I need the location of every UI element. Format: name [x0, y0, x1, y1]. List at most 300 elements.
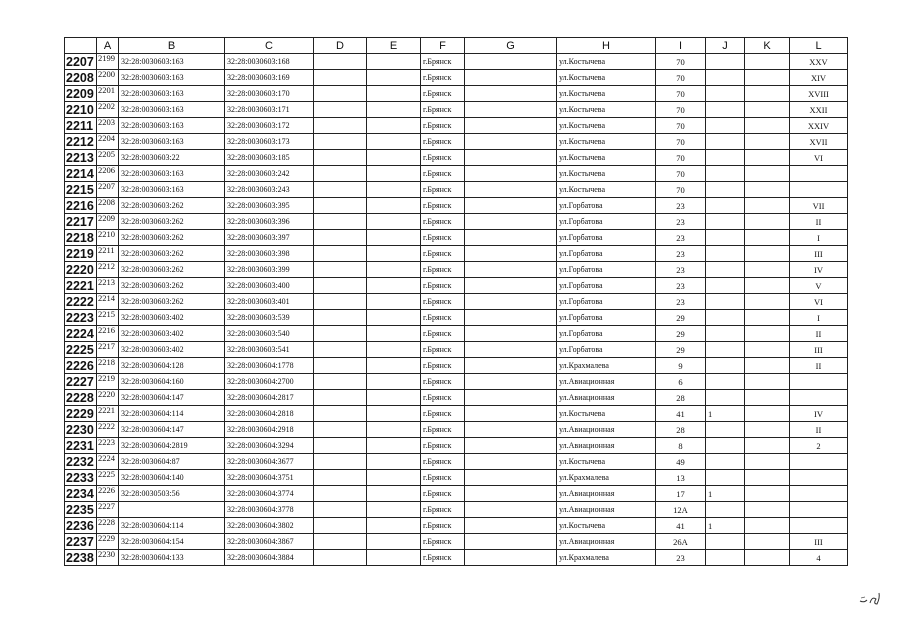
cell-i[interactable]: 12А	[656, 502, 706, 518]
cell-l[interactable]: 4	[790, 550, 848, 566]
row-number[interactable]: 2230	[65, 422, 97, 438]
cell-b[interactable]: 32:28:0030603:402	[119, 326, 225, 342]
cell-b[interactable]: 32:28:0030604:87	[119, 454, 225, 470]
cell-e[interactable]	[367, 182, 421, 198]
cell-a[interactable]: 2211	[97, 246, 119, 262]
cell-l[interactable]: XXV	[790, 54, 848, 70]
cell-c[interactable]: 32:28:0030604:3774	[225, 486, 314, 502]
cell-b[interactable]: 32:28:0030603:262	[119, 278, 225, 294]
cell-h[interactable]: ул.Авиационная	[557, 534, 656, 550]
cell-j[interactable]	[706, 550, 745, 566]
cell-a[interactable]: 2225	[97, 470, 119, 486]
cell-i[interactable]: 28	[656, 422, 706, 438]
cell-h[interactable]: ул.Горбатова	[557, 198, 656, 214]
cell-f[interactable]: г.Брянск	[421, 454, 465, 470]
cell-h[interactable]: ул.Костычева	[557, 518, 656, 534]
cell-j[interactable]	[706, 166, 745, 182]
cell-k[interactable]	[745, 470, 790, 486]
cell-g[interactable]	[465, 54, 557, 70]
cell-k[interactable]	[745, 518, 790, 534]
cell-j[interactable]	[706, 342, 745, 358]
cell-c[interactable]: 32:28:0030604:2818	[225, 406, 314, 422]
cell-i[interactable]: 70	[656, 182, 706, 198]
cell-f[interactable]: г.Брянск	[421, 390, 465, 406]
cell-i[interactable]: 70	[656, 150, 706, 166]
column-header-b[interactable]: B	[119, 38, 225, 54]
cell-g[interactable]	[465, 134, 557, 150]
cell-l[interactable]: XVII	[790, 134, 848, 150]
cell-j[interactable]	[706, 214, 745, 230]
cell-f[interactable]: г.Брянск	[421, 86, 465, 102]
cell-k[interactable]	[745, 534, 790, 550]
cell-g[interactable]	[465, 118, 557, 134]
cell-e[interactable]	[367, 550, 421, 566]
cell-j[interactable]	[706, 534, 745, 550]
cell-d[interactable]	[314, 166, 367, 182]
column-header-e[interactable]: E	[367, 38, 421, 54]
cell-j[interactable]	[706, 358, 745, 374]
column-header-j[interactable]: J	[706, 38, 745, 54]
cell-c[interactable]: 32:28:0030603:185	[225, 150, 314, 166]
cell-j[interactable]	[706, 374, 745, 390]
cell-f[interactable]: г.Брянск	[421, 54, 465, 70]
cell-c[interactable]: 32:28:0030603:173	[225, 134, 314, 150]
cell-g[interactable]	[465, 470, 557, 486]
row-number[interactable]: 2211	[65, 118, 97, 134]
cell-f[interactable]: г.Брянск	[421, 518, 465, 534]
cell-g[interactable]	[465, 550, 557, 566]
cell-e[interactable]	[367, 534, 421, 550]
cell-j[interactable]	[706, 310, 745, 326]
cell-a[interactable]: 2228	[97, 518, 119, 534]
cell-g[interactable]	[465, 454, 557, 470]
row-number[interactable]: 2228	[65, 390, 97, 406]
cell-f[interactable]: г.Брянск	[421, 214, 465, 230]
cell-e[interactable]	[367, 230, 421, 246]
cell-f[interactable]: г.Брянск	[421, 534, 465, 550]
cell-e[interactable]	[367, 438, 421, 454]
cell-b[interactable]: 32:28:0030603:402	[119, 342, 225, 358]
cell-b[interactable]: 32:28:0030603:262	[119, 246, 225, 262]
cell-d[interactable]	[314, 230, 367, 246]
cell-f[interactable]: г.Брянск	[421, 230, 465, 246]
cell-g[interactable]	[465, 422, 557, 438]
cell-k[interactable]	[745, 134, 790, 150]
cell-h[interactable]: ул.Горбатова	[557, 294, 656, 310]
cell-e[interactable]	[367, 390, 421, 406]
cell-k[interactable]	[745, 438, 790, 454]
cell-i[interactable]: 70	[656, 134, 706, 150]
cell-e[interactable]	[367, 54, 421, 70]
cell-l[interactable]: VI	[790, 294, 848, 310]
cell-l[interactable]: IV	[790, 406, 848, 422]
cell-a[interactable]: 2213	[97, 278, 119, 294]
cell-k[interactable]	[745, 342, 790, 358]
cell-k[interactable]	[745, 374, 790, 390]
cell-a[interactable]: 2203	[97, 118, 119, 134]
cell-b[interactable]: 32:28:0030603:402	[119, 310, 225, 326]
cell-g[interactable]	[465, 518, 557, 534]
row-number[interactable]: 2215	[65, 182, 97, 198]
cell-c[interactable]: 32:28:0030603:172	[225, 118, 314, 134]
cell-d[interactable]	[314, 182, 367, 198]
cell-d[interactable]	[314, 102, 367, 118]
cell-g[interactable]	[465, 182, 557, 198]
cell-e[interactable]	[367, 422, 421, 438]
cell-c[interactable]: 32:28:0030603:396	[225, 214, 314, 230]
cell-k[interactable]	[745, 486, 790, 502]
cell-l[interactable]: XIV	[790, 70, 848, 86]
cell-d[interactable]	[314, 374, 367, 390]
cell-l[interactable]: VI	[790, 150, 848, 166]
cell-d[interactable]	[314, 470, 367, 486]
cell-j[interactable]	[706, 150, 745, 166]
cell-a[interactable]: 2220	[97, 390, 119, 406]
cell-b[interactable]: 32:28:0030603:163	[119, 166, 225, 182]
cell-a[interactable]: 2218	[97, 358, 119, 374]
cell-a[interactable]: 2221	[97, 406, 119, 422]
cell-d[interactable]	[314, 134, 367, 150]
cell-f[interactable]: г.Брянск	[421, 438, 465, 454]
cell-h[interactable]: ул.Костычева	[557, 118, 656, 134]
cell-d[interactable]	[314, 214, 367, 230]
column-header-l[interactable]: L	[790, 38, 848, 54]
cell-i[interactable]: 41	[656, 406, 706, 422]
cell-i[interactable]: 13	[656, 470, 706, 486]
cell-b[interactable]: 32:28:0030603:163	[119, 102, 225, 118]
cell-i[interactable]: 23	[656, 550, 706, 566]
cell-g[interactable]	[465, 310, 557, 326]
cell-k[interactable]	[745, 294, 790, 310]
cell-j[interactable]	[706, 262, 745, 278]
cell-f[interactable]: г.Брянск	[421, 342, 465, 358]
cell-k[interactable]	[745, 70, 790, 86]
cell-c[interactable]: 32:28:0030603:242	[225, 166, 314, 182]
cell-l[interactable]: III	[790, 246, 848, 262]
cell-l[interactable]	[790, 390, 848, 406]
cell-i[interactable]: 70	[656, 54, 706, 70]
cell-c[interactable]: 32:28:0030604:3802	[225, 518, 314, 534]
cell-h[interactable]: ул.Костычева	[557, 454, 656, 470]
cell-f[interactable]: г.Брянск	[421, 502, 465, 518]
cell-l[interactable]: XVIII	[790, 86, 848, 102]
cell-a[interactable]: 2217	[97, 342, 119, 358]
cell-j[interactable]	[706, 182, 745, 198]
cell-a[interactable]: 2226	[97, 486, 119, 502]
cell-f[interactable]: г.Брянск	[421, 358, 465, 374]
row-number[interactable]: 2212	[65, 134, 97, 150]
cell-a[interactable]: 2214	[97, 294, 119, 310]
cell-i[interactable]: 49	[656, 454, 706, 470]
cell-d[interactable]	[314, 390, 367, 406]
row-number[interactable]: 2229	[65, 406, 97, 422]
cell-h[interactable]: ул.Костычева	[557, 70, 656, 86]
cell-h[interactable]: ул.Горбатова	[557, 310, 656, 326]
column-header-c[interactable]: C	[225, 38, 314, 54]
cell-e[interactable]	[367, 326, 421, 342]
cell-l[interactable]	[790, 470, 848, 486]
cell-c[interactable]: 32:28:0030604:3751	[225, 470, 314, 486]
row-number[interactable]: 2227	[65, 374, 97, 390]
cell-k[interactable]	[745, 326, 790, 342]
cell-l[interactable]: II	[790, 326, 848, 342]
cell-k[interactable]	[745, 86, 790, 102]
cell-b[interactable]: 32:28:0030603:163	[119, 54, 225, 70]
cell-b[interactable]: 32:28:0030503:56	[119, 486, 225, 502]
column-header-d[interactable]: D	[314, 38, 367, 54]
cell-e[interactable]	[367, 214, 421, 230]
cell-e[interactable]	[367, 294, 421, 310]
cell-g[interactable]	[465, 262, 557, 278]
cell-h[interactable]: ул.Горбатова	[557, 230, 656, 246]
cell-h[interactable]: ул.Авиационная	[557, 502, 656, 518]
cell-a[interactable]: 2229	[97, 534, 119, 550]
cell-b[interactable]: 32:28:0030603:163	[119, 86, 225, 102]
cell-f[interactable]: г.Брянск	[421, 198, 465, 214]
cell-e[interactable]	[367, 278, 421, 294]
cell-j[interactable]: 1	[706, 518, 745, 534]
cell-i[interactable]: 70	[656, 118, 706, 134]
cell-l[interactable]: V	[790, 278, 848, 294]
cell-f[interactable]: г.Брянск	[421, 150, 465, 166]
cell-b[interactable]: 32:28:0030603:163	[119, 118, 225, 134]
cell-g[interactable]	[465, 246, 557, 262]
cell-l[interactable]	[790, 486, 848, 502]
cell-i[interactable]: 70	[656, 166, 706, 182]
cell-k[interactable]	[745, 550, 790, 566]
cell-f[interactable]: г.Брянск	[421, 102, 465, 118]
cell-c[interactable]: 32:28:0030603:398	[225, 246, 314, 262]
cell-f[interactable]: г.Брянск	[421, 310, 465, 326]
cell-g[interactable]	[465, 358, 557, 374]
cell-b[interactable]: 32:28:0030604:128	[119, 358, 225, 374]
cell-f[interactable]: г.Брянск	[421, 262, 465, 278]
cell-j[interactable]	[706, 502, 745, 518]
cell-h[interactable]: ул.Авиационная	[557, 486, 656, 502]
cell-a[interactable]: 2202	[97, 102, 119, 118]
cell-f[interactable]: г.Брянск	[421, 326, 465, 342]
cell-g[interactable]	[465, 406, 557, 422]
cell-e[interactable]	[367, 134, 421, 150]
cell-j[interactable]	[706, 278, 745, 294]
cell-l[interactable]	[790, 518, 848, 534]
cell-c[interactable]: 32:28:0030603:169	[225, 70, 314, 86]
cell-j[interactable]	[706, 470, 745, 486]
cell-a[interactable]: 2223	[97, 438, 119, 454]
cell-c[interactable]: 32:28:0030604:3677	[225, 454, 314, 470]
cell-j[interactable]	[706, 422, 745, 438]
cell-e[interactable]	[367, 470, 421, 486]
cell-g[interactable]	[465, 438, 557, 454]
cell-b[interactable]: 32:28:0030604:147	[119, 390, 225, 406]
cell-k[interactable]	[745, 102, 790, 118]
cell-d[interactable]	[314, 550, 367, 566]
cell-j[interactable]	[706, 390, 745, 406]
cell-e[interactable]	[367, 166, 421, 182]
cell-j[interactable]	[706, 102, 745, 118]
cell-d[interactable]	[314, 70, 367, 86]
cell-h[interactable]: ул.Костычева	[557, 182, 656, 198]
row-number[interactable]: 2213	[65, 150, 97, 166]
cell-b[interactable]: 32:28:0030604:114	[119, 518, 225, 534]
cell-l[interactable]: VII	[790, 198, 848, 214]
cell-h[interactable]: ул.Авиационная	[557, 438, 656, 454]
row-number[interactable]: 2214	[65, 166, 97, 182]
cell-i[interactable]: 26А	[656, 534, 706, 550]
cell-l[interactable]: IV	[790, 262, 848, 278]
cell-l[interactable]	[790, 502, 848, 518]
cell-c[interactable]: 32:28:0030604:3867	[225, 534, 314, 550]
cell-c[interactable]: 32:28:0030603:541	[225, 342, 314, 358]
cell-d[interactable]	[314, 454, 367, 470]
cell-h[interactable]: ул.Авиационная	[557, 374, 656, 390]
cell-d[interactable]	[314, 118, 367, 134]
cell-g[interactable]	[465, 486, 557, 502]
cell-j[interactable]	[706, 438, 745, 454]
cell-i[interactable]: 8	[656, 438, 706, 454]
cell-e[interactable]	[367, 246, 421, 262]
cell-b[interactable]: 32:28:0030603:262	[119, 198, 225, 214]
cell-c[interactable]: 32:28:0030603:170	[225, 86, 314, 102]
cell-j[interactable]	[706, 54, 745, 70]
cell-a[interactable]: 2209	[97, 214, 119, 230]
row-number[interactable]: 2221	[65, 278, 97, 294]
cell-b[interactable]: 32:28:0030604:160	[119, 374, 225, 390]
cell-k[interactable]	[745, 262, 790, 278]
cell-g[interactable]	[465, 374, 557, 390]
cell-h[interactable]: ул.Костычева	[557, 166, 656, 182]
cell-b[interactable]: 32:28:0030603:163	[119, 182, 225, 198]
cell-c[interactable]: 32:28:0030604:2918	[225, 422, 314, 438]
cell-h[interactable]: ул.Костычева	[557, 86, 656, 102]
row-number[interactable]: 2224	[65, 326, 97, 342]
cell-k[interactable]	[745, 310, 790, 326]
cell-l[interactable]: III	[790, 342, 848, 358]
cell-d[interactable]	[314, 54, 367, 70]
cell-i[interactable]: 23	[656, 262, 706, 278]
cell-h[interactable]: ул.Авиационная	[557, 422, 656, 438]
cell-e[interactable]	[367, 102, 421, 118]
cell-d[interactable]	[314, 326, 367, 342]
cell-b[interactable]: 32:28:0030603:262	[119, 214, 225, 230]
cell-a[interactable]: 2207	[97, 182, 119, 198]
cell-a[interactable]: 2215	[97, 310, 119, 326]
cell-h[interactable]: ул.Крахмалева	[557, 358, 656, 374]
cell-f[interactable]: г.Брянск	[421, 406, 465, 422]
cell-i[interactable]: 6	[656, 374, 706, 390]
cell-c[interactable]: 32:28:0030603:395	[225, 198, 314, 214]
cell-e[interactable]	[367, 198, 421, 214]
row-number[interactable]: 2234	[65, 486, 97, 502]
cell-a[interactable]: 2204	[97, 134, 119, 150]
cell-h[interactable]: ул.Крахмалева	[557, 550, 656, 566]
cell-h[interactable]: ул.Костычева	[557, 134, 656, 150]
cell-f[interactable]: г.Брянск	[421, 166, 465, 182]
cell-i[interactable]: 17	[656, 486, 706, 502]
cell-g[interactable]	[465, 70, 557, 86]
cell-g[interactable]	[465, 502, 557, 518]
cell-e[interactable]	[367, 518, 421, 534]
column-header-i[interactable]: I	[656, 38, 706, 54]
cell-f[interactable]: г.Брянск	[421, 134, 465, 150]
cell-h[interactable]: ул.Горбатова	[557, 246, 656, 262]
row-number[interactable]: 2236	[65, 518, 97, 534]
cell-e[interactable]	[367, 262, 421, 278]
cell-g[interactable]	[465, 86, 557, 102]
cell-l[interactable]: 2	[790, 438, 848, 454]
cell-f[interactable]: г.Брянск	[421, 422, 465, 438]
cell-c[interactable]: 32:28:0030603:401	[225, 294, 314, 310]
cell-b[interactable]: 32:28:0030603:262	[119, 294, 225, 310]
cell-l[interactable]	[790, 454, 848, 470]
cell-d[interactable]	[314, 294, 367, 310]
cell-i[interactable]: 23	[656, 278, 706, 294]
cell-c[interactable]: 32:28:0030603:168	[225, 54, 314, 70]
cell-e[interactable]	[367, 502, 421, 518]
cell-k[interactable]	[745, 502, 790, 518]
cell-a[interactable]: 2200	[97, 70, 119, 86]
cell-e[interactable]	[367, 70, 421, 86]
cell-l[interactable]	[790, 182, 848, 198]
cell-e[interactable]	[367, 342, 421, 358]
cell-l[interactable]: II	[790, 358, 848, 374]
cell-h[interactable]: ул.Горбатова	[557, 262, 656, 278]
cell-f[interactable]: г.Брянск	[421, 486, 465, 502]
cell-c[interactable]: 32:28:0030604:3884	[225, 550, 314, 566]
cell-c[interactable]: 32:28:0030603:539	[225, 310, 314, 326]
cell-l[interactable]: XXII	[790, 102, 848, 118]
cell-d[interactable]	[314, 358, 367, 374]
cell-b[interactable]: 32:28:0030604:147	[119, 422, 225, 438]
cell-j[interactable]: 1	[706, 406, 745, 422]
cell-i[interactable]: 23	[656, 230, 706, 246]
column-header-h[interactable]: H	[557, 38, 656, 54]
cell-d[interactable]	[314, 262, 367, 278]
cell-a[interactable]: 2205	[97, 150, 119, 166]
cell-j[interactable]	[706, 198, 745, 214]
cell-k[interactable]	[745, 214, 790, 230]
row-number[interactable]: 2223	[65, 310, 97, 326]
cell-l[interactable]: XXIV	[790, 118, 848, 134]
row-number[interactable]: 2219	[65, 246, 97, 262]
cell-e[interactable]	[367, 406, 421, 422]
cell-a[interactable]: 2222	[97, 422, 119, 438]
cell-a[interactable]: 2224	[97, 454, 119, 470]
row-number[interactable]: 2209	[65, 86, 97, 102]
cell-i[interactable]: 70	[656, 86, 706, 102]
cell-c[interactable]: 32:28:0030604:2700	[225, 374, 314, 390]
row-number[interactable]: 2237	[65, 534, 97, 550]
cell-e[interactable]	[367, 358, 421, 374]
cell-g[interactable]	[465, 342, 557, 358]
cell-f[interactable]: г.Брянск	[421, 278, 465, 294]
cell-k[interactable]	[745, 358, 790, 374]
cell-d[interactable]	[314, 422, 367, 438]
column-header-a[interactable]: A	[97, 38, 119, 54]
cell-h[interactable]: ул.Горбатова	[557, 278, 656, 294]
row-number[interactable]: 2208	[65, 70, 97, 86]
cell-i[interactable]: 29	[656, 342, 706, 358]
cell-l[interactable]	[790, 166, 848, 182]
cell-j[interactable]	[706, 294, 745, 310]
row-number[interactable]: 2220	[65, 262, 97, 278]
cell-b[interactable]: 32:28:0030603:163	[119, 134, 225, 150]
cell-c[interactable]: 32:28:0030604:3778	[225, 502, 314, 518]
cell-i[interactable]: 70	[656, 70, 706, 86]
cell-f[interactable]: г.Брянск	[421, 470, 465, 486]
cell-i[interactable]: 29	[656, 326, 706, 342]
cell-g[interactable]	[465, 390, 557, 406]
